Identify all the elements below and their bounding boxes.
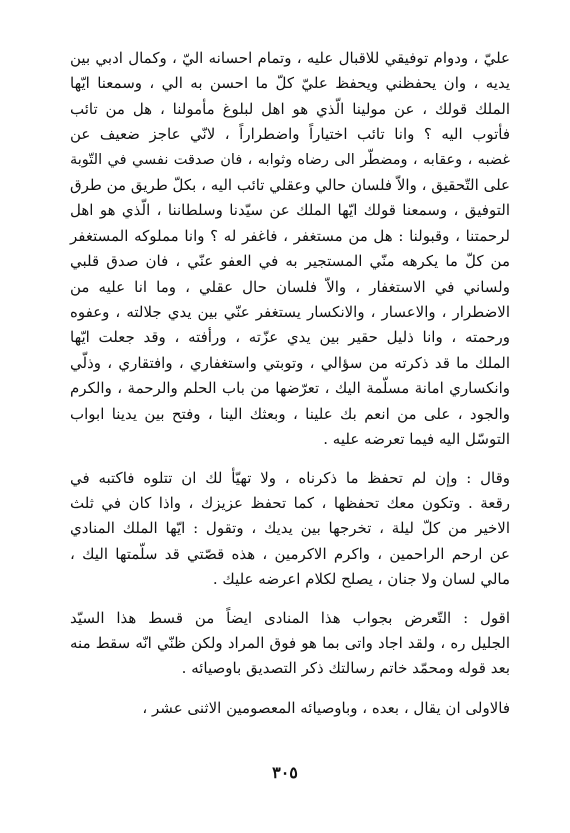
text-line: ولساني في الاستغفار ، والاّ فلسان حال عقلي ، وما انا عليه من [70, 277, 510, 296]
text-line: عليّ ، ودوام توفيقي للاقبال عليه ، وتمام احسانه اليّ ، وكمال ادبي بين [70, 49, 510, 67]
text-line: رقعة . وتكون معك تحفظها ، كما تحفظ عزيزك ، واذا كان في ثلث [70, 493, 510, 512]
text-line: وقال : وإن لم تحفظ ما ذكرناه ، ولا تهيّأ لك ان تتلوه فاكتبه في [70, 468, 510, 487]
page-number: ٣٠٥ [272, 763, 298, 782]
text-line: غضبه ، وعقابه ، ومضطّر الى رضاه وثوابه ، فان صدقت نفسي في التّوبة [70, 151, 510, 168]
text-line: الاخير من كلّ ليلة ، تخرجها بين يديك ، وتقول : ايّها الملك المنادي [70, 519, 510, 538]
text-line: ورحمته ، وانا ذليل حقير بين يدي عزّته ، ورأفته ، وقد جعلت ايّها [70, 328, 510, 347]
text-line: لرحمتنا ، وقبولنا : هل من مستغفر ، فاغفر له ؟ وانا مملوكه المستغفر [70, 226, 510, 245]
text-line: بعد قوله ومحمّد خاتم رسالتك ذكر التصديق باوصيائه . [181, 659, 510, 678]
text-line: وانكساري امانة مسلّمة اليك ، تعرّضها من باب الحلم والرحمة ، والكرم [70, 379, 510, 398]
text-line: يديه ، وان يحفظني ويحفظ عليّ كلّ ما احسن به الي ، وسمعنا ايّها [70, 74, 510, 93]
text-line: عن ارحم الراحمين ، واكرم الاكرمين ، هذه قصّتي قد سلّمتها اليك ، [70, 544, 510, 563]
text-line: الجليل ره ، ولقد اجاد واتى بما هو فوق المراد ولكن ظنّي انّه سقط منه [70, 633, 510, 652]
paragraph-4 [70, 696, 510, 721]
text-line: التوسّل اليه فيما تعرضه عليه . [323, 430, 510, 449]
paragraph-3 [70, 606, 510, 682]
text-line: اقول : التّعرض بجواب هذا المنادى ايضاً من قسط هذا السيّد [70, 608, 510, 627]
text-line: فالاولى ان يقال ، بعده ، وباوصيائه المعصومين الاثنى عشر ، [142, 698, 510, 717]
text-line: الملك قولك ، عن مولينا الّذي هو اهل لبلوغ مأمولنا ، هل من تائب [70, 99, 510, 118]
text-line: فأتوب اليه ؟ وانا تائب اختياراً واضطراراً ، لانّي عاجز ضعيف عن [70, 125, 510, 144]
text-line: الاضطرار ، والاعسار ، والانكسار يستغفر عنّي بين يدي جلالته ، وعفوه [70, 303, 510, 322]
text-line: التوفيق ، وسمعنا قولك ايّها الملك عن سيّدنا وسلطاننا ، الّذي هو اهل [70, 201, 510, 220]
text-line: على التّحقيق ، والاّ فلسان حالي وعقلي تائب اليه ، بكلّ طريق من طرق [70, 176, 510, 195]
text-line: والجود ، على من انعم بك علينا ، وبعثك الينا ، وفتح بين يدينا ابواب [70, 404, 510, 423]
paragraph-2 [70, 466, 510, 593]
paragraph-1 [70, 46, 510, 453]
text-line: الملك ما قد ذكرته من سؤالي ، وتوبتي واستغفاري ، وافتقاري ، وذلّي [70, 353, 510, 372]
text-line: مالي لسان ولا جنان ، يصلح لكلام اعرضه عليك . [212, 570, 510, 589]
text-line: من كلّ ما يكرهه منّي المستجير به في العفو عنّي ، فان صدق قلبي [70, 252, 510, 271]
